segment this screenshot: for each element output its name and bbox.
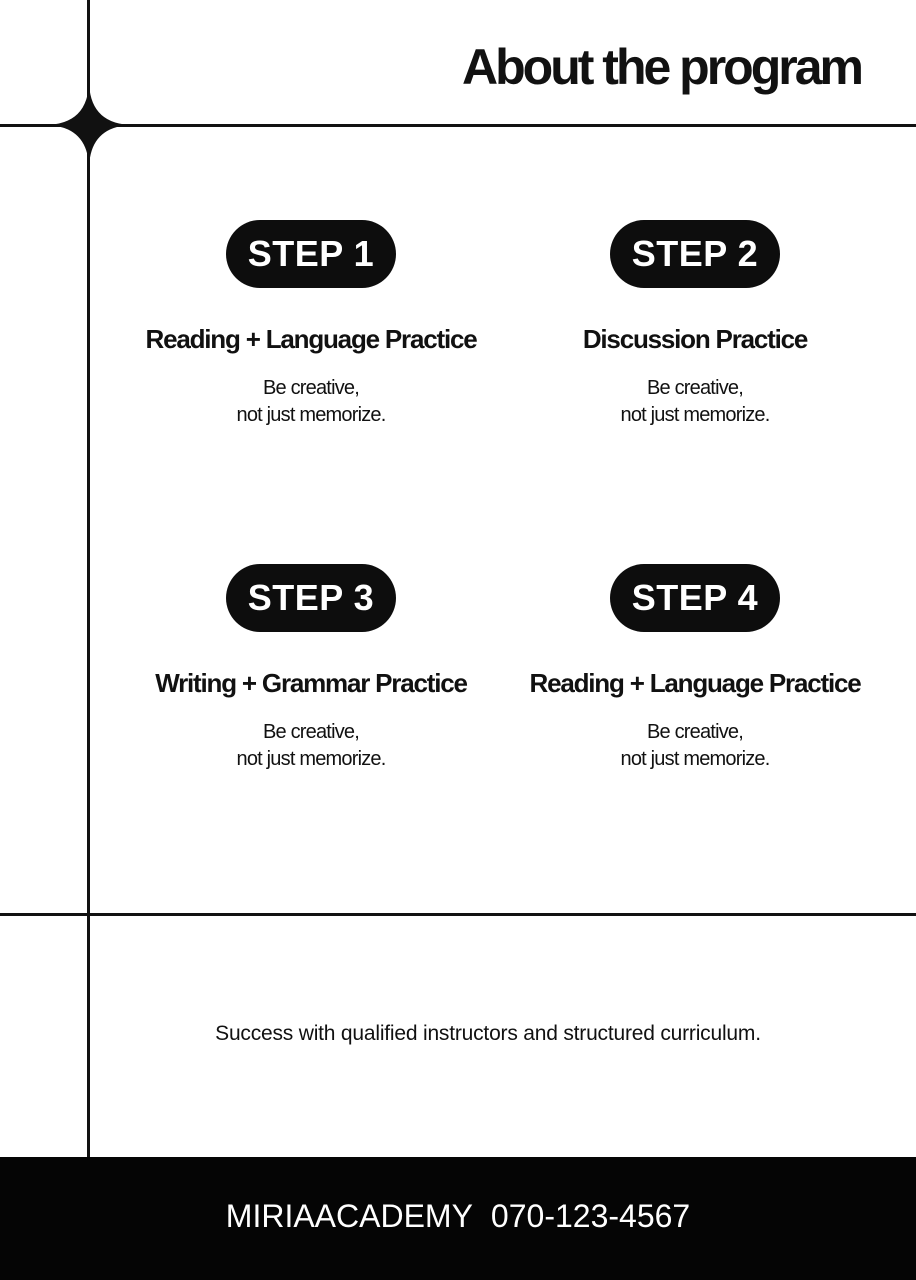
step-card-4 [500, 564, 890, 773]
step-description-line: not just memorize. [620, 404, 770, 426]
step-description-line: Be creative, [262, 377, 359, 399]
step-description-line: not just memorize. [236, 404, 386, 426]
steps-divider-rule [0, 913, 916, 916]
step-description-line: Be creative, [646, 377, 743, 399]
academy-name: MIRIAACADEMY [225, 1198, 473, 1234]
step-card-1 [116, 220, 506, 429]
step-description [500, 375, 890, 429]
step-title: Reading + Language Practice [529, 668, 861, 698]
step-title: Reading + Language Practice [145, 324, 477, 354]
tagline: Success with qualified instructors and structured curriculum. [215, 1022, 761, 1045]
step-badge: STEP 1 [226, 220, 396, 288]
step-description-line: Be creative, [646, 721, 743, 743]
step-badge: STEP 4 [610, 564, 780, 632]
step-description [116, 375, 506, 429]
step-description-line: not just memorize. [236, 748, 386, 770]
four-point-star-icon [44, 80, 134, 170]
step-title: Writing + Grammar Practice [155, 668, 467, 698]
step-description-line: Be creative, [262, 721, 359, 743]
header-rule [0, 124, 916, 127]
vertical-rule [87, 0, 90, 1280]
phone-number: 070-123-4567 [490, 1198, 691, 1234]
step-description [500, 719, 890, 773]
step-card-2 [500, 220, 890, 429]
step-badge: STEP 2 [610, 220, 780, 288]
step-description [116, 719, 506, 773]
footer-bar [0, 1157, 916, 1280]
step-card-3 [116, 564, 506, 773]
step-description-line: not just memorize. [620, 748, 770, 770]
step-badge: STEP 3 [226, 564, 396, 632]
step-title: Discussion Practice [582, 324, 808, 354]
page-title: About the program [462, 39, 861, 95]
